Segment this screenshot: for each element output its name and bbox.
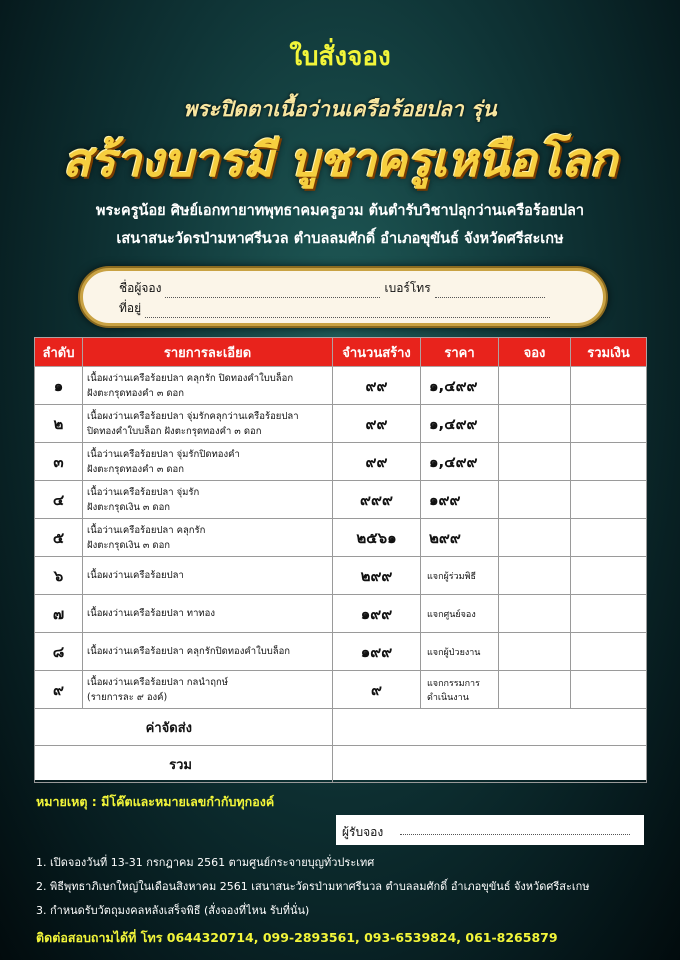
row-price: ๑,๔๙๙	[421, 405, 499, 443]
order-table	[34, 337, 646, 780]
phone-label: เบอร์โทร	[384, 281, 431, 295]
row-price: แจกผู้ป่วยงาน	[421, 633, 499, 671]
footer-note-pickup: 3. กำหนดรับวัตถุมงคลหลังเสร็จพิธี (สั่งจองที่ไหน รับที่นั่น)	[36, 904, 310, 917]
row-number: ๙	[35, 671, 83, 709]
row-number: ๕	[35, 519, 83, 557]
row-reserve-cell[interactable]	[499, 405, 571, 443]
row-total-cell[interactable]	[571, 405, 647, 443]
row-total-cell[interactable]	[571, 443, 647, 481]
row-details-line1: เนื้อผงว่านเครือร้อยปลา ทาทอง	[87, 608, 216, 619]
receiver-box	[336, 815, 644, 845]
row-reserve-cell[interactable]	[499, 557, 571, 595]
shipping-label: ค่าจัดส่ง	[35, 709, 333, 746]
header-details: รายการละเอียด	[83, 338, 333, 367]
row-quantity: ๙๙	[333, 443, 421, 481]
row-quantity: ๒๕๖๑	[333, 519, 421, 557]
row-reserve-cell[interactable]	[499, 443, 571, 481]
shipping-value-cell[interactable]	[333, 709, 647, 746]
receiver-field[interactable]	[400, 821, 630, 835]
footer-note-ceremony: 2. พิธีพุทธาภิเษกใหญ่ในเดือนสิงหาคม 2561 เสนาสนะวัดรป่ามหาศรีนวล ตำบลลมศักดิ์ อำเภอขุขันธ์ จังหวัดศรีสะเกษ	[36, 880, 590, 893]
total-value-cell[interactable]	[333, 746, 647, 783]
table-row	[35, 405, 647, 443]
row-details	[83, 405, 333, 443]
row-number: ๑	[35, 367, 83, 405]
row-number: ๘	[35, 633, 83, 671]
row-reserve-cell[interactable]	[499, 519, 571, 557]
header-sequence: ลำดับ	[35, 338, 83, 367]
row-reserve-cell[interactable]	[499, 595, 571, 633]
address-field[interactable]	[145, 304, 550, 318]
row-details-line2: ปิดทองคำใบบล็อก ฝังตะกรุดทองคำ ๓ ดอก	[87, 425, 262, 437]
row-details	[83, 595, 333, 633]
row-details-line1: เนื้อว่านเครือร้อยปลา จุ่มรัก	[87, 486, 200, 498]
row-quantity: ๙๙	[333, 367, 421, 405]
row-price: ๑๙๙	[421, 481, 499, 519]
monk-info-line: พระครูน้อย ศิษย์เอกทายาทพุทธาคมครูอวม ต้นตำรับวิชาปลุกว่านเครือร้อยปลา	[95, 203, 585, 219]
row-reserve-cell[interactable]	[499, 671, 571, 709]
row-total-cell[interactable]	[571, 557, 647, 595]
name-field[interactable]	[165, 284, 380, 298]
row-reserve-cell[interactable]	[499, 481, 571, 519]
registration-box	[80, 268, 606, 326]
row-details-line1: เนื้อผงว่านเครือร้อยปลา คลุกรักปิดทองคำใบบล็อก	[87, 646, 291, 657]
row-number: ๔	[35, 481, 83, 519]
row-number: ๖	[35, 557, 83, 595]
receiver-label: ผู้รับจอง	[342, 825, 384, 839]
phone-field[interactable]	[435, 284, 545, 298]
row-total-cell[interactable]	[571, 367, 647, 405]
row-total-cell[interactable]	[571, 519, 647, 557]
table-row	[35, 443, 647, 481]
row-details-line2: ฝังตะกรุดเงิน ๓ ดอก	[87, 539, 171, 551]
row-price: แจกกรรมการ ดำเนินงาน	[421, 671, 499, 709]
header-reserve: จอง	[499, 338, 571, 367]
row-quantity: ๙	[333, 671, 421, 709]
table-row	[35, 519, 647, 557]
contact-phones: ติดต่อสอบถามได้ที่ โทร 0644320714, 099-2893561, 093-6539824, 061-8265879	[36, 930, 558, 945]
order-form-title: ใบสั่งจอง	[289, 42, 391, 72]
table-row	[35, 595, 647, 633]
table-row	[35, 671, 647, 709]
table-row	[35, 633, 647, 671]
total-row	[35, 746, 647, 783]
table-header-row	[35, 338, 647, 367]
row-total-cell[interactable]	[571, 671, 647, 709]
table-row	[35, 481, 647, 519]
row-details-line2: ฝังตะกรุดเงิน ๓ ดอก	[87, 501, 171, 513]
row-details	[83, 671, 333, 709]
row-total-cell[interactable]	[571, 481, 647, 519]
row-quantity: ๑๙๙	[333, 633, 421, 671]
row-details	[83, 443, 333, 481]
row-details-line1: เนื้อว่านเครือร้อยปลา คลุกรัก	[87, 524, 206, 536]
row-details-line1: เนื้อผงว่านเครือร้อยปลา กลนำฤกษ์	[87, 676, 228, 688]
row-details-line1: เนื้อผงว่านเครือร้อยปลา จุ่มรักคลุกว่านเครือร้อยปลา	[87, 410, 299, 422]
amulet-subtitle: พระปิดตาเนื้อว่านเครือร้อยปลา รุ่น	[183, 96, 497, 121]
row-details	[83, 367, 333, 405]
row-details-line1: เนื้อว่านเครือร้อยปลา จุ่มรักปิดทองคำ	[87, 448, 240, 460]
row-quantity: ๙๙๙	[333, 481, 421, 519]
row-details	[83, 519, 333, 557]
footer-note-booking-period: 1. เปิดจองวันที่ 13-31 กรกฎาคม 2561 ตามศูนย์กระจายบุญทั่วประเทศ	[36, 856, 375, 869]
address-label: ที่อยู่	[119, 301, 142, 315]
temple-address-line: เสนาสนะวัดรป่ามหาศรีนวล ตำบลลมศักดิ์ อำเภอขุขันธ์ จังหวัดศรีสะเกษ	[116, 231, 564, 247]
row-number: ๓	[35, 443, 83, 481]
row-details-line2: ฝังตะกรุดทองคำ ๓ ดอก	[87, 463, 184, 475]
row-total-cell[interactable]	[571, 633, 647, 671]
name-label: ชื่อผู้จอง	[119, 281, 162, 295]
row-details	[83, 481, 333, 519]
row-price: ๑,๔๙๙	[421, 367, 499, 405]
row-price: แจกศูนย์จอง	[421, 595, 499, 633]
row-details-line1: เนื้อผงว่านเครือร้อยปลา	[87, 570, 184, 581]
row-price: ๒๙๙	[421, 519, 499, 557]
row-details-line1: เนื้อผงว่านเครือร้อยปลา คลุกรัก ปิดทองคำใบบล็อก	[87, 372, 294, 384]
total-label: รวม	[35, 746, 333, 783]
row-quantity: ๒๙๙	[333, 557, 421, 595]
row-total-cell[interactable]	[571, 595, 647, 633]
row-details-line2: (รายการละ ๙ องค์)	[87, 691, 168, 703]
table-row	[35, 557, 647, 595]
header-quantity: จำนวนสร้าง	[333, 338, 421, 367]
row-reserve-cell[interactable]	[499, 633, 571, 671]
shipping-row	[35, 709, 647, 746]
header-price: ราคา	[421, 338, 499, 367]
row-details-line2: ฝังตะกรุดทองคำ ๓ ดอก	[87, 387, 184, 399]
edition-main-title: สร้างบารมี บูชาครูเหนือโลก	[62, 133, 618, 187]
row-details	[83, 557, 333, 595]
row-details	[83, 633, 333, 671]
row-price: แจกผู้ร่วมพิธี	[421, 557, 499, 595]
row-price: ๑,๔๙๙	[421, 443, 499, 481]
header-total: รวมเงิน	[571, 338, 647, 367]
table-row	[35, 367, 647, 405]
row-number: ๒	[35, 405, 83, 443]
remark-note: หมายเหตุ : มีโค๊ตและหมายเลขกำกับทุกองค์	[36, 794, 275, 809]
row-quantity: ๙๙	[333, 405, 421, 443]
row-number: ๗	[35, 595, 83, 633]
row-quantity: ๑๙๙	[333, 595, 421, 633]
row-reserve-cell[interactable]	[499, 367, 571, 405]
